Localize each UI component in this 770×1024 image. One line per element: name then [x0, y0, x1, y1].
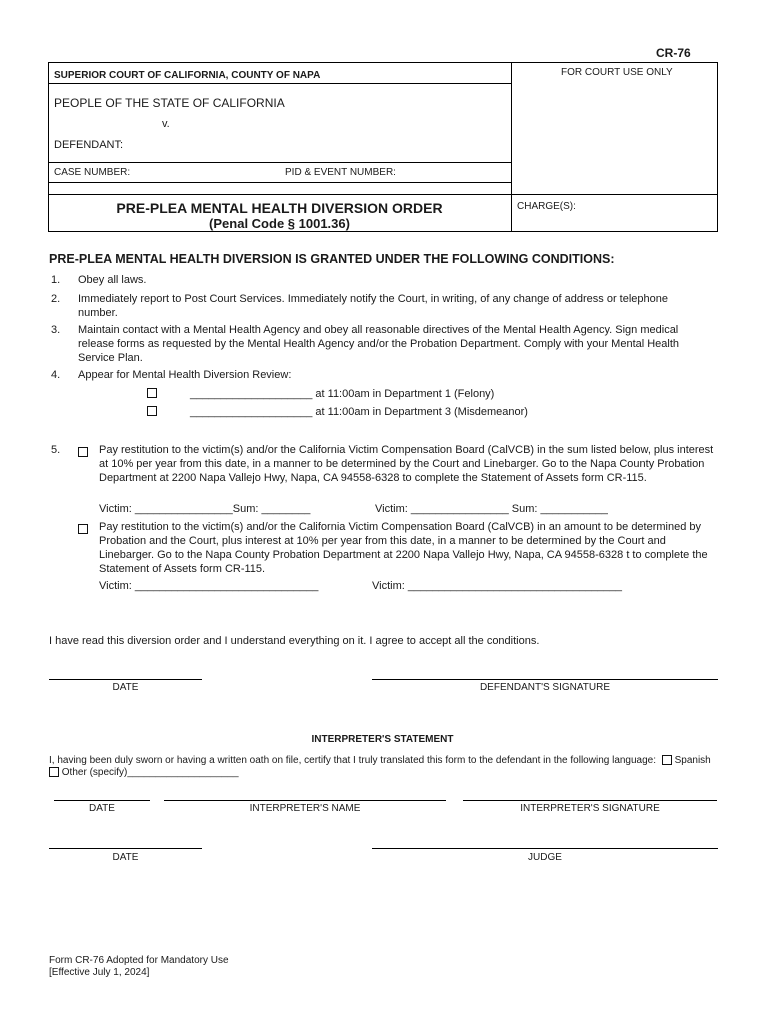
interpreter-name-label: INTERPRETER'S NAME — [249, 803, 361, 814]
judge-date-label: DATE — [112, 852, 139, 863]
defendant-signature-line — [372, 679, 718, 680]
other-language-label: Other (specify)____________________ — [61, 767, 239, 778]
condition-number: 5. — [51, 444, 61, 456]
charges-label: CHARGE(S): — [517, 201, 576, 212]
restitution-sum-checkbox[interactable] — [78, 447, 88, 457]
interpreter-date-line — [54, 800, 150, 801]
condition-text: Maintain contact with a Mental Health Agency and obey all reasonable directives of the Mental Health Agency. Sign medical release forms as requested by the Mental Health Agency and/or the Probation Department. Comply with your Mental Health Service Plan. — [78, 324, 680, 364]
defendant-date-label: DATE — [112, 682, 139, 693]
misdemeanor-review-line: ____________________ at 11:00am in Department 3 (Misdemeanor) — [190, 406, 528, 418]
restitution-amount-text: Pay restitution to the victim(s) and/or the California Victim Compensation Board (CalVCB) in an amount to be determined by Probation and the Court, plus interest at 10% per year from this date, in a manner to be determined by the Court and Linebarger. Go to the Napa County Probation Department at 2200 Napa Vallejo Hwy, Napa, CA 94558-6328 t to complete the Statement of Assets form CR-115. — [99, 521, 708, 575]
restitution-amount-checkbox[interactable] — [78, 524, 88, 534]
form-number: CR-76 — [656, 46, 691, 60]
defendant-signature-label: DEFENDANT'S SIGNATURE — [479, 682, 611, 693]
acknowledgement-text: I have read this diversion order and I understand everything on it. I agree to accept all the conditions. — [49, 635, 540, 647]
misdemeanor-review-checkbox[interactable] — [147, 406, 157, 416]
versus-label: v. — [162, 118, 170, 130]
spanish-checkbox[interactable] — [662, 755, 672, 765]
interpreter-statement-text: I, having been duly sworn or having a written oath on file, certify that I truly translated this form to the defendant in the following language: — [49, 755, 657, 766]
condition-number: 3. — [51, 324, 61, 336]
condition-number: 1. — [51, 274, 61, 286]
case-number-label: CASE NUMBER: — [54, 167, 131, 178]
felony-review-checkbox[interactable] — [147, 388, 157, 398]
form-title: PRE-PLEA MENTAL HEALTH DIVERSION ORDER — [116, 200, 443, 216]
condition-number: 4. — [51, 369, 61, 381]
interpreter-heading: INTERPRETER'S STATEMENT — [311, 734, 454, 745]
footer-effective: [Effective July 1, 2024] — [49, 967, 150, 978]
caption-top-border — [48, 62, 718, 63]
defendant-date-line — [49, 679, 202, 680]
other-language-checkbox[interactable] — [49, 767, 59, 777]
judge-signature-line — [372, 848, 718, 849]
caption-divider — [511, 62, 512, 232]
condition-number: 2. — [51, 293, 61, 305]
defendant-label: DEFENDANT: — [54, 139, 124, 151]
victim-left: Victim: ______________________________ — [99, 580, 319, 592]
condition-text: Immediately report to Post Court Services. Immediately notify the Court, in writing, of any change of address or telephone number. — [78, 293, 669, 319]
victim-sum-right: Victim: ________________ Sum: ___________ — [375, 503, 608, 515]
interpreter-date-label: DATE — [89, 803, 115, 814]
case-number-underline — [48, 182, 511, 183]
defendant-underline — [48, 162, 511, 163]
interpreter-signature-label: INTERPRETER'S SIGNATURE — [520, 803, 660, 814]
caption-bottom-border — [48, 231, 718, 232]
conditions-heading: PRE-PLEA MENTAL HEALTH DIVERSION IS GRANTED UNDER THE FOLLOWING CONDITIONS: — [49, 252, 615, 266]
pid-event-number-label: PID & EVENT NUMBER: — [285, 167, 396, 178]
form-subtitle: (Penal Code § 1001.36) — [209, 216, 350, 231]
felony-review-line: ____________________ at 11:00am in Department 1 (Felony) — [190, 388, 495, 400]
court-name: SUPERIOR COURT OF CALIFORNIA, COUNTY OF NAPA — [54, 70, 321, 81]
condition-text: Appear for Mental Health Diversion Review: — [78, 369, 292, 381]
interpreter-signature-line — [463, 800, 717, 801]
interpreter-name-line — [164, 800, 446, 801]
judge-label: JUDGE — [528, 852, 562, 863]
judge-date-line — [49, 848, 202, 849]
court-use-only-label: FOR COURT USE ONLY — [561, 67, 673, 78]
victim-right: Victim: ___________________________________ — [372, 580, 622, 592]
condition-text: Obey all laws. — [78, 274, 147, 286]
title-top-border — [48, 194, 718, 195]
victim-sum-left: Victim: ________________Sum: ________ — [99, 503, 311, 515]
spanish-label: Spanish — [674, 755, 711, 766]
restitution-sum-text: Pay restitution to the victim(s) and/or the California Victim Compensation Board (CalVCB) in the sum listed below, plus interest at 10% per year from this date, in a manner to be determined by the Court and Linebarger. Go to the Napa County Probation Department at 2200 Napa Vallejo Hwy, Napa, CA 94558-6328 to complete the Statement of Assets form CR-115. — [99, 444, 714, 484]
footer-adopted: Form CR-76 Adopted for Mandatory Use — [49, 955, 229, 966]
people-label: PEOPLE OF THE STATE OF CALIFORNIA — [54, 96, 285, 110]
court-name-underline — [48, 83, 511, 84]
caption-right-border — [717, 62, 718, 232]
